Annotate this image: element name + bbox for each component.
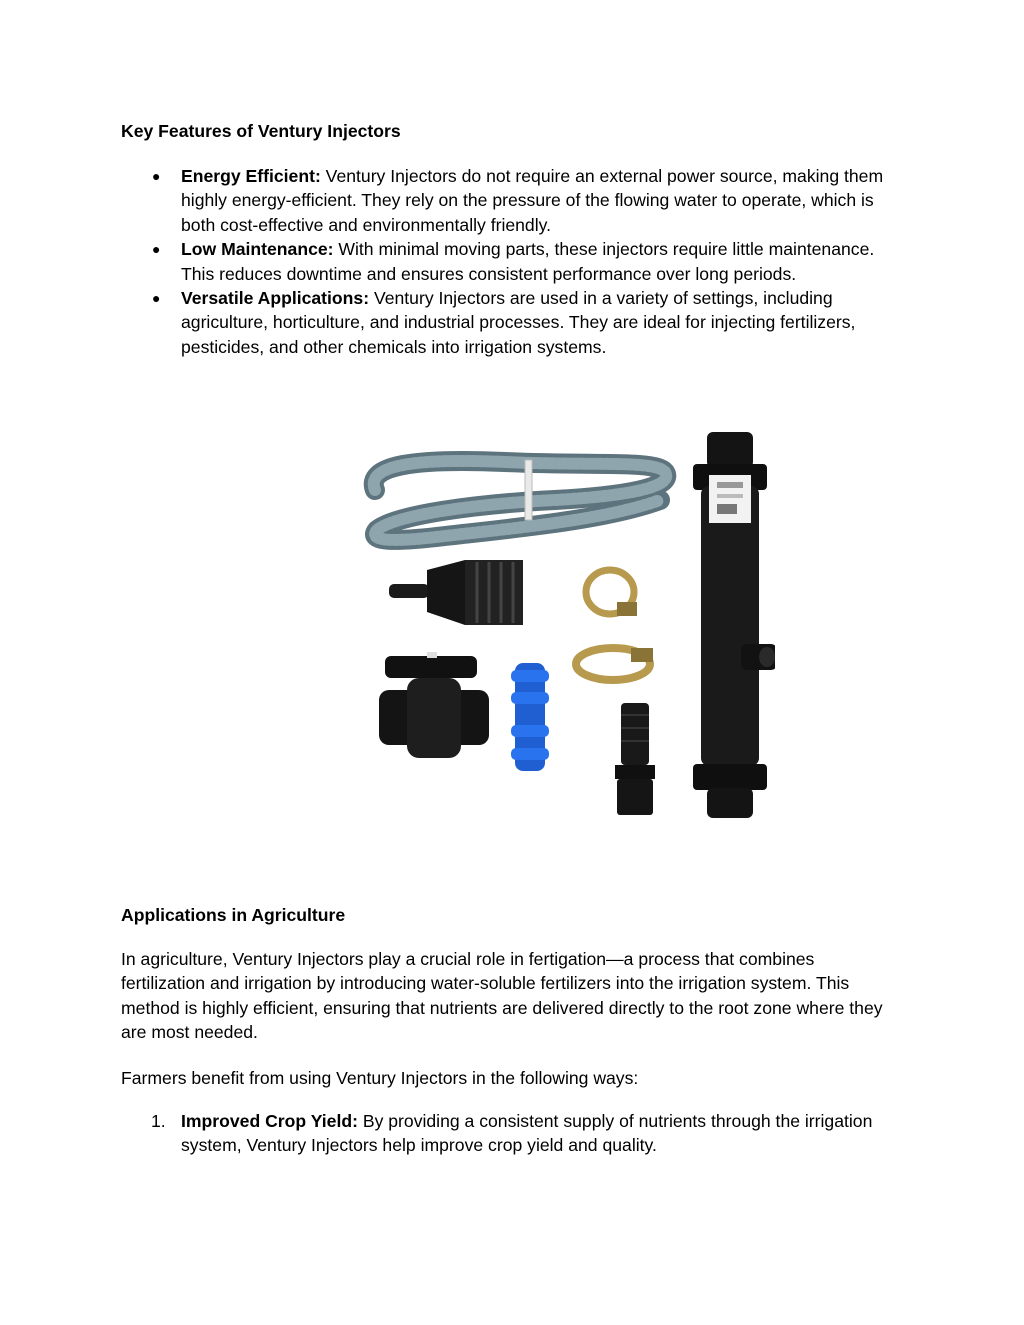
key-features-list bbox=[121, 164, 901, 359]
hose-clamp-large bbox=[576, 648, 653, 680]
ball-valve bbox=[379, 652, 489, 758]
benefits-list bbox=[121, 1109, 901, 1158]
bullet-marker: ● bbox=[152, 290, 161, 307]
venturi-injector-kit-image bbox=[355, 420, 775, 830]
bullet-marker: ● bbox=[152, 241, 161, 258]
threaded-barb-adapter bbox=[615, 703, 655, 815]
strainer-foot-valve bbox=[389, 560, 523, 625]
list-item-text: By providing a consistent supply of nutrients through the irrigation system, Ventury Injectors help improve crop yield and quality. bbox=[181, 1111, 873, 1156]
hose-clamp-small bbox=[586, 570, 637, 616]
bullet-marker: ● bbox=[152, 168, 161, 184]
blue-barbed-connector bbox=[511, 663, 549, 771]
list-item-term: Improved Crop Yield: bbox=[181, 1111, 358, 1131]
list-item-text: Ventury Injectors are used in a variety of settings, including agriculture, horticulture, and industrial processes. They are ideal for injecting fertilizers, pesticides, and other chemicals into irrigation systems. bbox=[181, 288, 856, 357]
list-item bbox=[121, 237, 901, 286]
list-item-text: Ventury Injectors do not require an external power source, making them highly energy-efficient. They rely on the pressure of the flowing water to operate, which is both cost-effective and environmentally friendly. bbox=[181, 166, 884, 235]
list-item-term: Energy Efficient: bbox=[181, 166, 321, 186]
number-marker: 1. bbox=[151, 1111, 166, 1131]
list-item bbox=[121, 164, 901, 237]
applications-paragraph: In agriculture, Ventury Injectors play a crucial role in fertigation—a process that combines fertilization and irrigation by introducing water-soluble fertilizers into the irrigation system. This method is highly efficient, ensuring that nutrients are delivered directly to the root zone where they are most needed. bbox=[121, 949, 883, 1043]
list-item bbox=[121, 286, 901, 359]
section-heading-key-features: Key Features of Ventury Injectors bbox=[121, 121, 401, 141]
list-item-term: Low Maintenance: bbox=[181, 239, 334, 260]
benefits-intro-paragraph: Farmers benefit from using Ventury Injectors in the following ways: bbox=[121, 1068, 639, 1088]
list-item-text: With minimal moving parts, these injectors require little maintenance. This reduces downtime and ensures consistent performance over long periods. bbox=[181, 239, 875, 284]
section-heading-applications: Applications in Agriculture bbox=[121, 905, 346, 925]
list-item-term: Versatile Applications: bbox=[181, 288, 370, 309]
list-item bbox=[121, 1109, 901, 1158]
venturi-injector-body bbox=[693, 432, 775, 818]
hose-coil bbox=[374, 460, 667, 540]
